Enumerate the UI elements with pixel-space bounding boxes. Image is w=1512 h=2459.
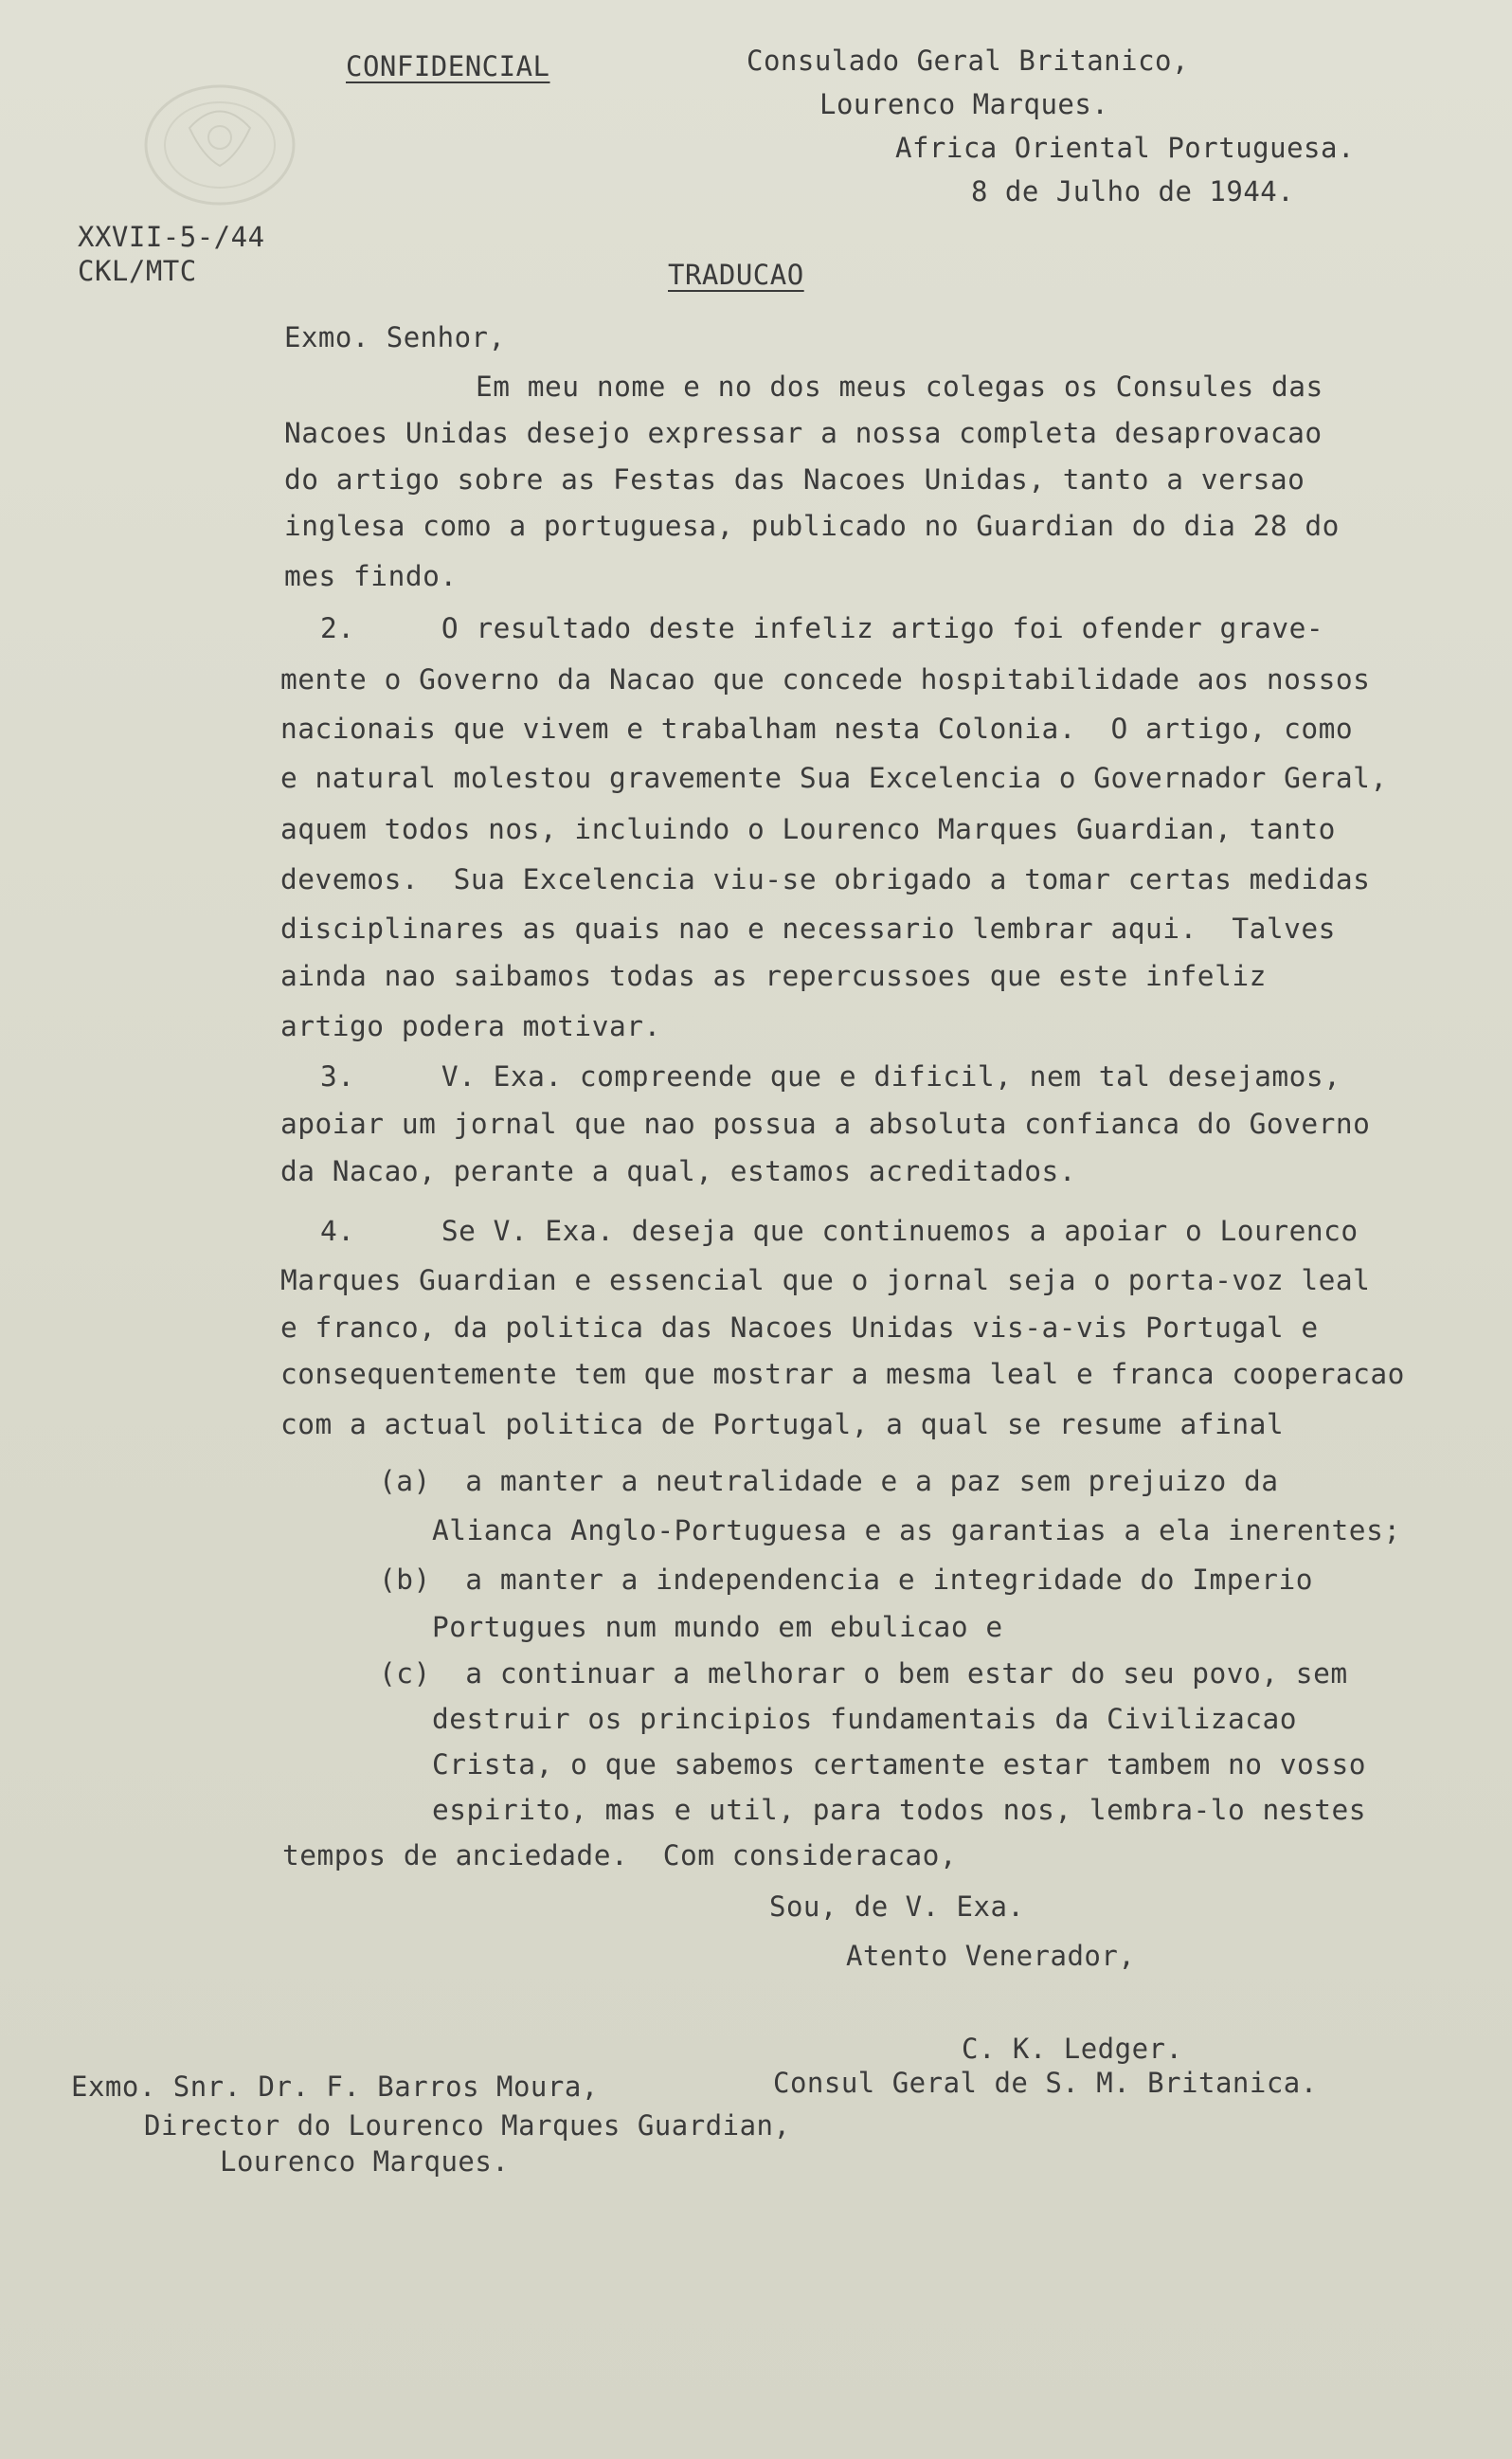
body-line: e natural molestou gravemente Sua Excelencia o Governador Geral, (280, 762, 1388, 794)
sender-address-line-1: Consulado Geral Britanico, (747, 45, 1189, 77)
list-item-continuation: Crista, o que sabemos certamente estar tambem no vosso (432, 1748, 1367, 1781)
addressee-line-3: Lourenco Marques. (220, 2145, 510, 2178)
sender-address-line-3: Africa Oriental Portuguesa. (895, 132, 1355, 164)
body-line: 4. Se V. Exa. deseja que continuemos a apoiar o Lourenco (320, 1215, 1359, 1247)
body-line: e franco, da politica das Nacoes Unidas vis-a-vis Portugal e (280, 1311, 1319, 1344)
translation-label: TRADUCAO (668, 259, 804, 291)
body-line: ainda nao saibamos todas as repercussoes que este infeliz (280, 960, 1267, 992)
body-line: consequentemente tem que mostrar a mesma leal e franca cooperacao (280, 1358, 1405, 1390)
body-line: Nacoes Unidas desejo expressar a nossa completa desaprovacao (284, 417, 1323, 449)
body-line: aquem todos nos, incluindo o Lourenco Marques Guardian, tanto (280, 813, 1336, 845)
body-line: devemos. Sua Excelencia viu-se obrigado a tomar certas medidas (280, 863, 1371, 895)
body-line: artigo podera motivar. (280, 1010, 661, 1042)
body-line: mente o Governo da Nacao que concede hospitabilidade aos nossos (280, 663, 1371, 696)
signatory-name: C. K. Ledger. (962, 2033, 1183, 2065)
closing-line-1: Sou, de V. Exa. (769, 1890, 1025, 1923)
confidential-label: CONFIDENCIAL (346, 50, 550, 82)
closing-line-2: Atento Venerador, (846, 1940, 1136, 1972)
embossed-seal (133, 71, 308, 213)
body-line: do artigo sobre as Festas das Nacoes Unidas, tanto a versao (284, 463, 1305, 496)
body-line: Marques Guardian e essencial que o jornal seja o porta-voz leal (280, 1264, 1371, 1296)
list-item: (b) a manter a independencia e integridade do Imperio (379, 1564, 1314, 1596)
reference-initials: CKL/MTC (78, 255, 197, 287)
body-line: com a actual politica de Portugal, a qual se resume afinal (280, 1408, 1285, 1440)
signatory-title: Consul Geral de S. M. Britanica. (773, 2067, 1318, 2099)
list-item-continuation: Alianca Anglo-Portuguesa e as garantias a ela inerentes; (432, 1514, 1401, 1546)
list-item-continuation: Portugues num mundo em ebulicao e (432, 1611, 1003, 1643)
list-item-continuation: espirito, mas e util, para todos nos, lembra-lo nestes (432, 1794, 1367, 1826)
reference-number: XXVII-5-/44 (78, 221, 265, 253)
letter-date: 8 de Julho de 1944. (971, 175, 1295, 208)
body-line: 2. O resultado deste infeliz artigo foi ofender grave- (320, 612, 1324, 644)
sender-address-line-2: Lourenco Marques. (819, 88, 1109, 120)
list-item-continuation: destruir os principios fundamentais da Civilizacao (432, 1703, 1298, 1735)
salutation: Exmo. Senhor, (284, 321, 506, 353)
body-line: da Nacao, perante a qual, estamos acreditados. (280, 1155, 1076, 1187)
body-line: 3. V. Exa. compreende que e dificil, nem tal desejamos, (320, 1060, 1341, 1093)
body-line: nacionais que vivem e trabalham nesta Colonia. O artigo, como (280, 713, 1354, 745)
body-line: Em meu nome e no dos meus colegas os Consules das (476, 371, 1323, 403)
body-line: apoiar um jornal que nao possua a absoluta confianca do Governo (280, 1108, 1371, 1140)
list-item: (c) a continuar a melhorar o bem estar do seu povo, sem (379, 1657, 1348, 1690)
body-line: disciplinares as quais nao e necessario lembrar aqui. Talves (280, 913, 1336, 945)
body-line: mes findo. (284, 560, 458, 592)
addressee-line-1: Exmo. Snr. Dr. F. Barros Moura, (71, 2070, 599, 2103)
addressee-line-2: Director do Lourenco Marques Guardian, (144, 2109, 791, 2142)
list-item: (a) a manter a neutralidade e a paz sem prejuizo da (379, 1465, 1279, 1497)
body-line: tempos de anciedade. Com consideracao, (282, 1839, 958, 1871)
body-line: inglesa como a portuguesa, publicado no Guardian do dia 28 do (284, 510, 1340, 542)
